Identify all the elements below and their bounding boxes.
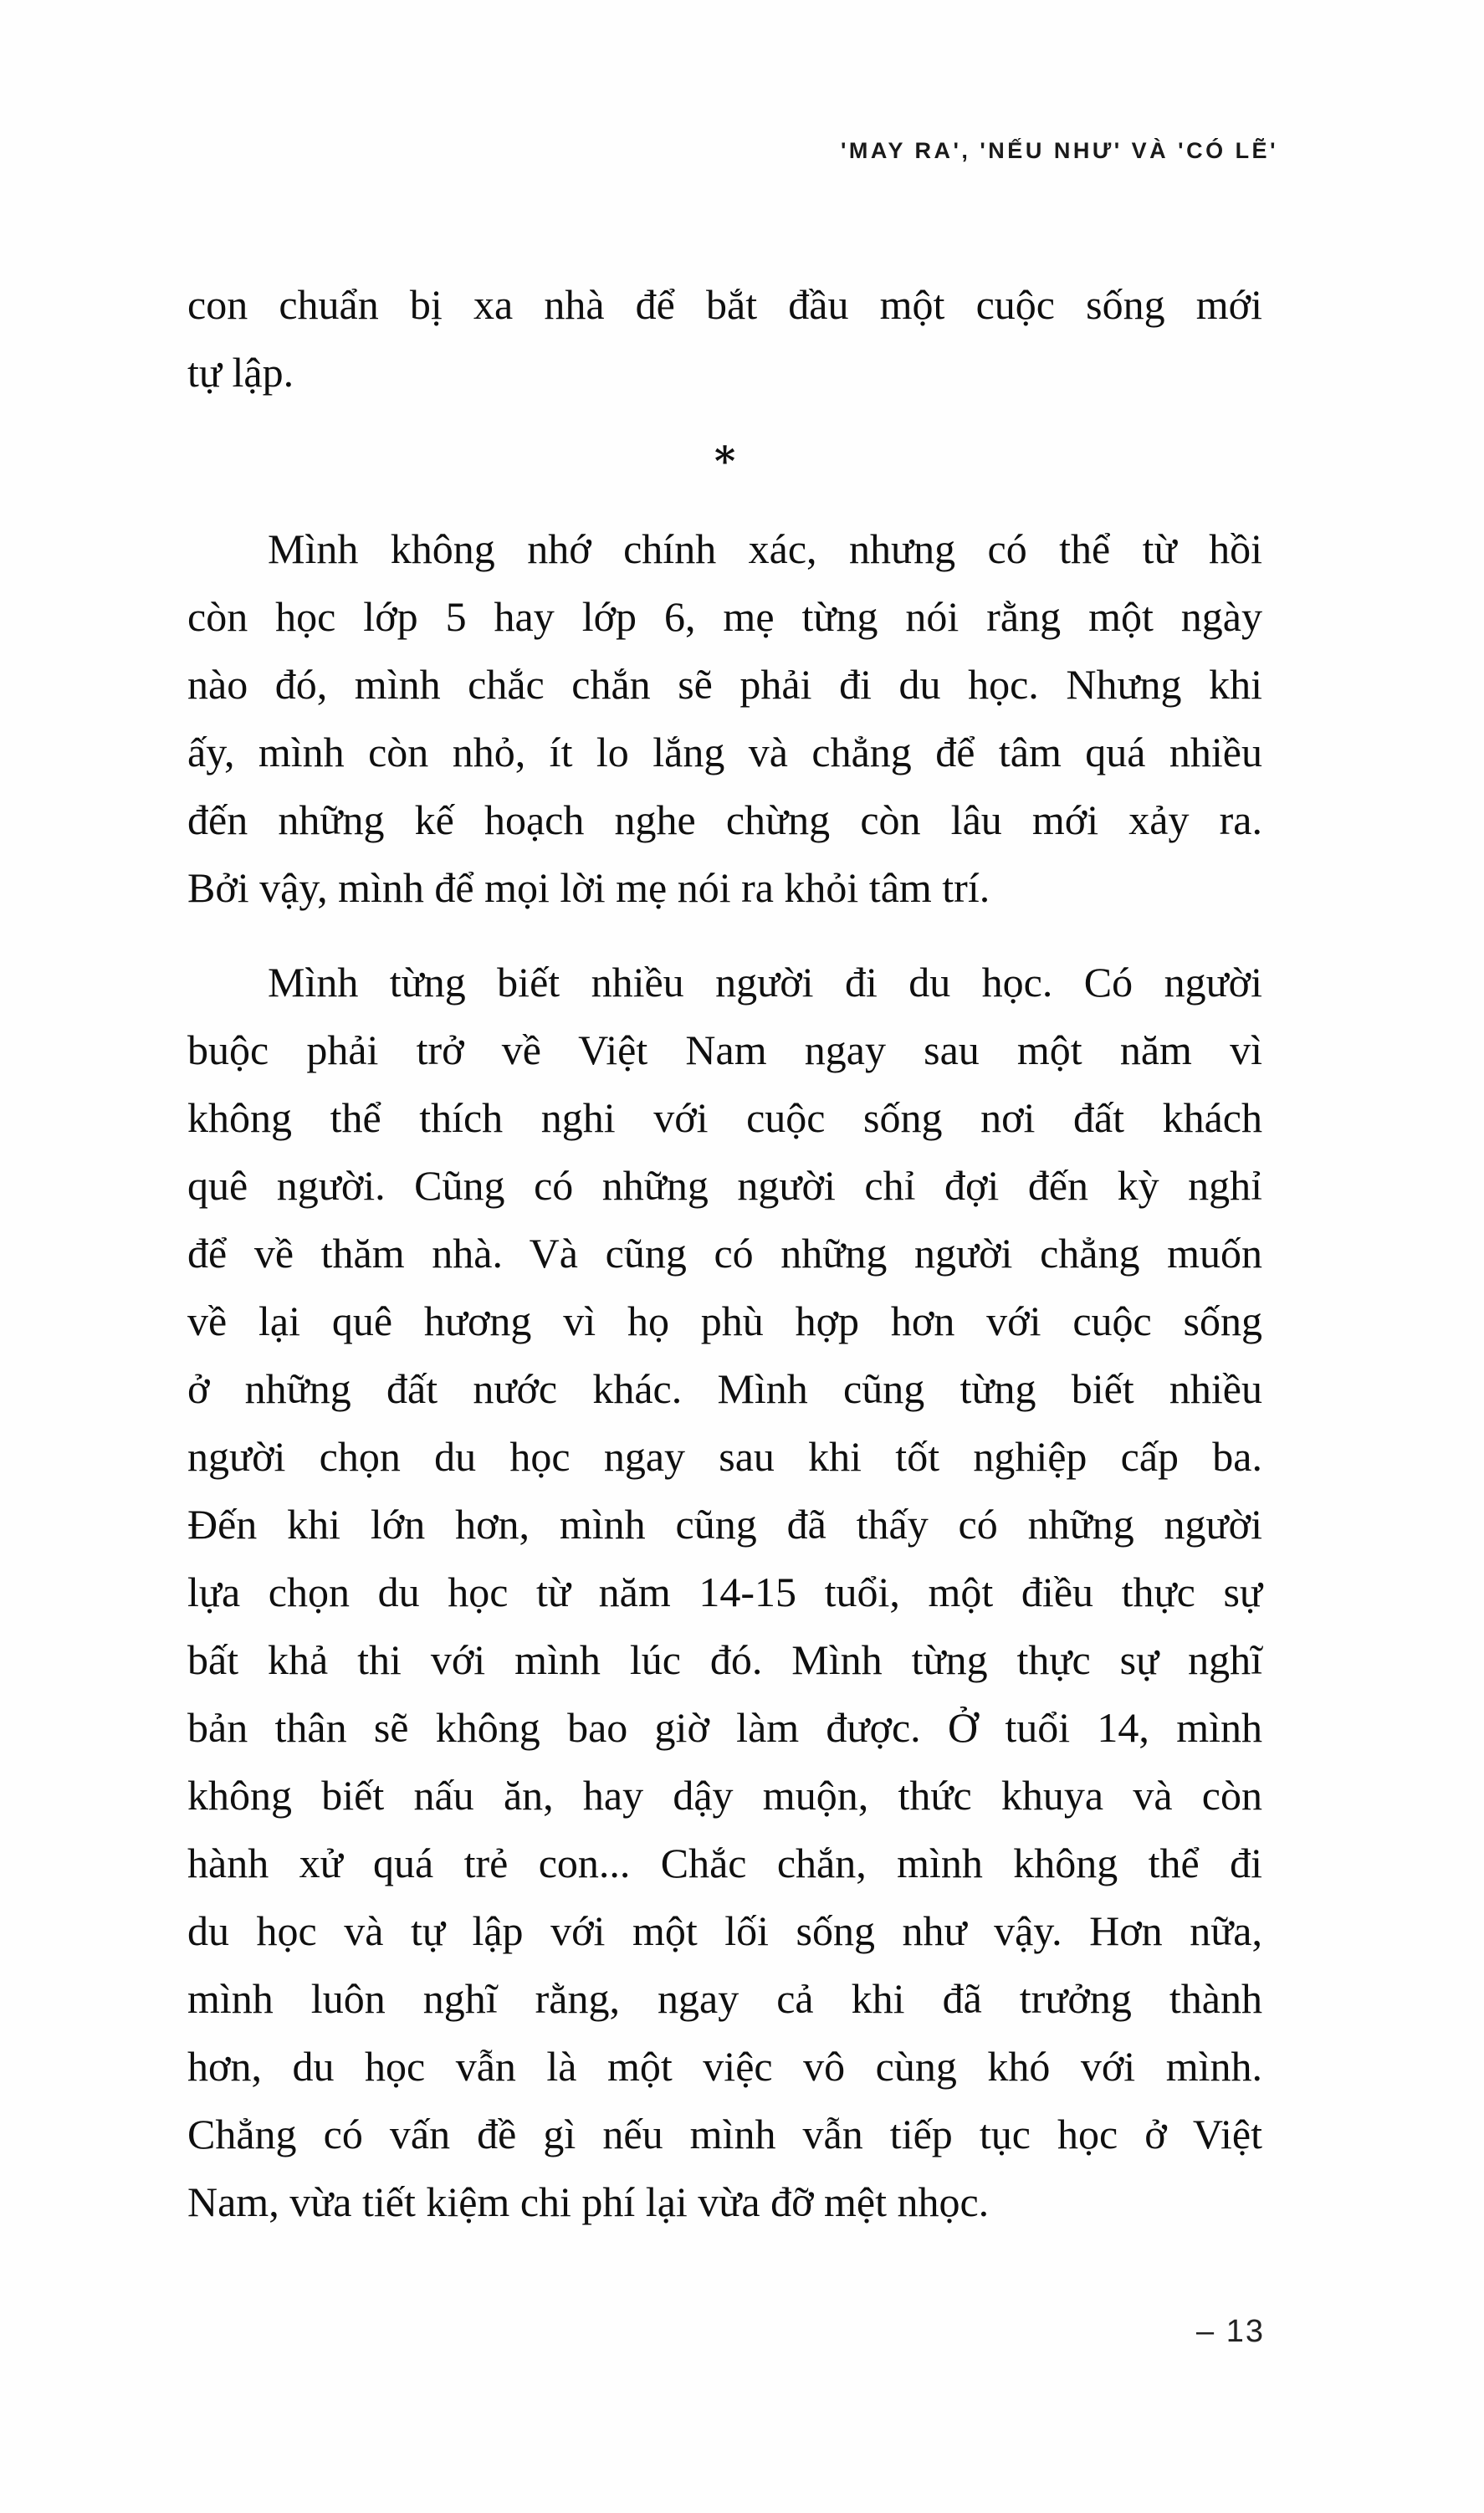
text-line: Mình không nhớ chính xác, nhưng có thể từ hồi (268, 525, 1262, 572)
text-line: tự lập. (187, 349, 294, 396)
section-divider (187, 432, 1262, 490)
text-line: ở những đất nước khác. Mình cũng từng biết nhiều (187, 1365, 1262, 1412)
text-line: hơn, du học vẫn là một việc vô cùng khó với mình. (187, 2043, 1262, 2090)
text-line: ấy, mình còn nhỏ, ít lo lắng và chẳng để tâm quá nhiều (187, 729, 1262, 775)
text-line: lựa chọn du học từ năm 14-15 tuổi, một điều thực sự (187, 1569, 1262, 1615)
paragraph (187, 271, 1262, 407)
text-line: để về thăm nhà. Và cũng có những người chẳng muốn (187, 1230, 1262, 1277)
text-line: bất khả thi với mình lúc đó. Mình từng thực sự nghĩ (187, 1636, 1262, 1683)
text-line: người chọn du học ngay sau khi tốt nghiệp cấp ba. (187, 1433, 1262, 1480)
text-line: không biết nấu ăn, hay dậy muộn, thức khuya và còn (187, 1772, 1262, 1819)
paragraph (187, 949, 1262, 2236)
text-line: về lại quê hương vì họ phù hợp hơn với cuộc sống (187, 1297, 1262, 1344)
text-line: hành xử quá trẻ con... Chắc chắn, mình không thể đi (187, 1840, 1262, 1886)
text-line: còn học lớp 5 hay lớp 6, mẹ từng nói rằng một ngày (187, 593, 1262, 640)
text-line: con chuẩn bị xa nhà để bắt đầu một cuộc sống mới (187, 281, 1262, 328)
text-line: bản thân sẽ không bao giờ làm được. Ở tuổi 14, mình (187, 1704, 1262, 1751)
asterisk-icon: * (714, 438, 736, 485)
text-line: Đến khi lớn hơn, mình cũng đã thấy có những người (187, 1501, 1262, 1548)
text-line: du học và tự lập với một lối sống như vậy. Hơn nữa, (187, 1907, 1262, 1954)
text-line: Chẳng có vấn đề gì nếu mình vẫn tiếp tục học ở Việt (187, 2111, 1262, 2157)
text-line: buộc phải trở về Việt Nam ngay sau một năm vì (187, 1026, 1262, 1073)
running-header: 'MAY RA', 'NẾU NHƯ' VÀ 'CÓ LẼ' (841, 138, 1278, 163)
text-line: quê người. Cũng có những người chỉ đợi đến kỳ nghỉ (187, 1162, 1262, 1209)
body-text (187, 271, 1262, 2236)
text-line: Mình từng biết nhiều người đi du học. Có người (268, 959, 1262, 1006)
text-line: Nam, vừa tiết kiệm chi phí lại vừa đỡ mệt nhọc. (187, 2178, 990, 2225)
text-line: mình luôn nghĩ rằng, ngay cả khi đã trưởng thành (187, 1975, 1262, 2022)
text-line: nào đó, mình chắc chắn sẽ phải đi du học. Nhưng khi (187, 661, 1262, 708)
text-line: đến những kế hoạch nghe chừng còn lâu mới xảy ra. (187, 796, 1262, 843)
text-line: Bởi vậy, mình để mọi lời mẹ nói ra khỏi tâm trí. (187, 864, 990, 911)
text-line: không thể thích nghi với cuộc sống nơi đất khách (187, 1094, 1262, 1141)
paragraph (187, 515, 1262, 922)
page-number: – 13 (1196, 2314, 1265, 2349)
